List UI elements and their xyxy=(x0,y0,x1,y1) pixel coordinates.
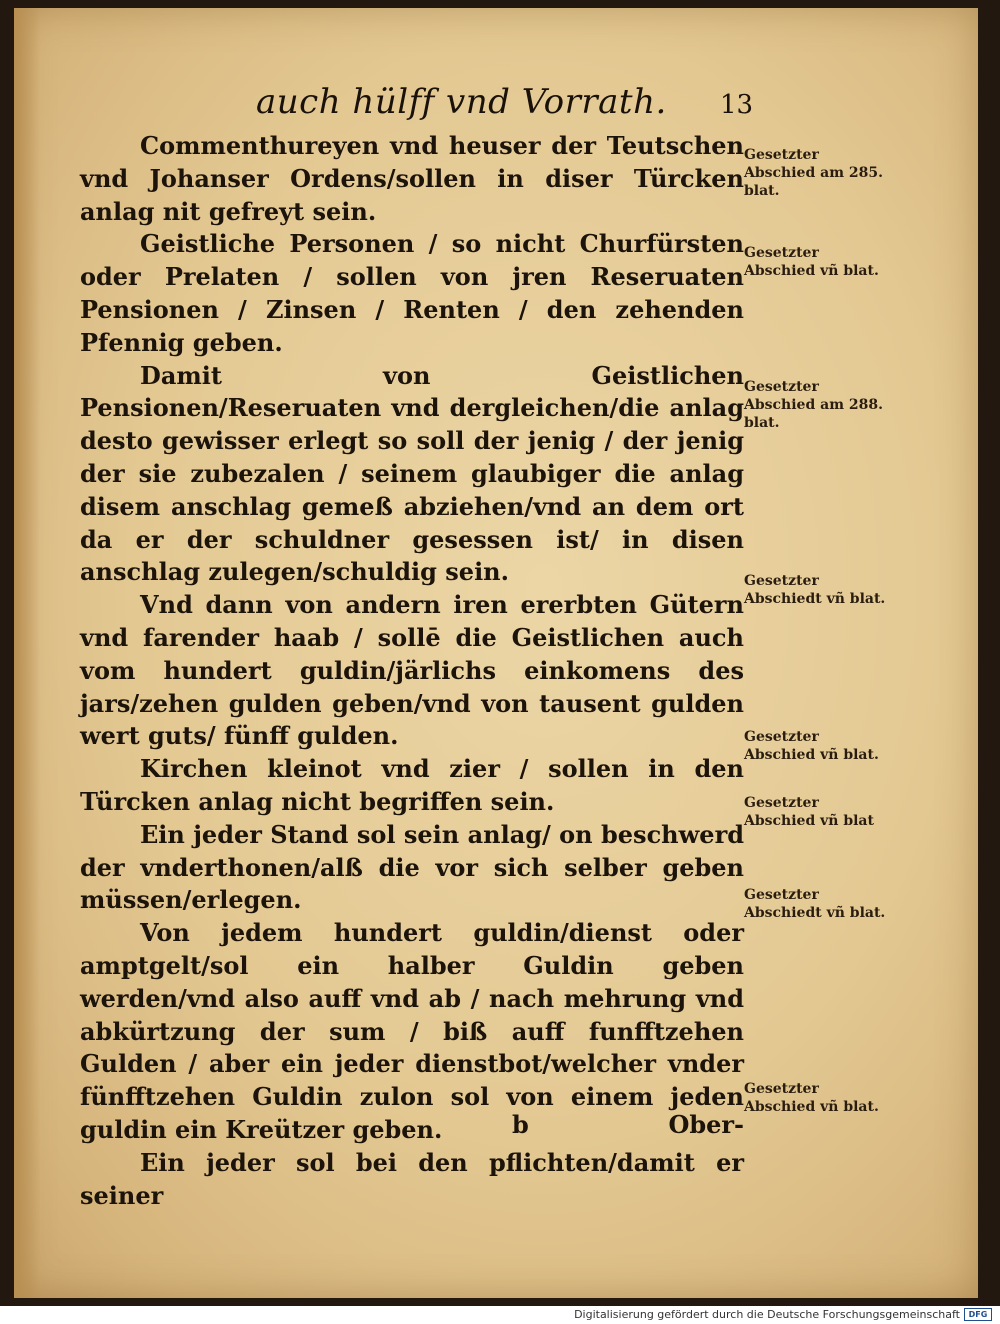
paragraph: Ein jeder sol bei den pflichten/damit er seiner xyxy=(80,1147,744,1210)
paragraph: Damit von Geistlichen Pensionen/Reseruaten vnd dergleichen/die anlag desto gewisser erlegt so soll der jenig / der jenig der sie zubezalen / seinem glaubiger die anlag disem anschlag gemeß abziehen/vnd an dem ort da er der schuldner gesessen ist/ in disen anschlag zulegen/schuldig sein. xyxy=(80,360,744,587)
marginal-note: Gesetzter Abschied vñ blat. xyxy=(744,1081,879,1115)
marginal-note: Gesetzter Abschiedt vñ blat. xyxy=(744,573,886,607)
paragraph: Kirchen kleinot vnd zier / sollen in den Türcken anlag nicht begriffen sein. xyxy=(80,754,744,816)
running-head: auch hülff vnd Vorrath. xyxy=(256,82,667,122)
paragraph: Von jedem hundert guldin/dienst oder amptgelt/sol ein halber Guldin geben werden/vnd also auff vnd ab / nach mehrung vnd abkürtzung der sum / biß auff funfftzehen Gulden / aber ein jeder dienstbot/welcher vnder fünfftzehen Guldin zulon sol von einem jeden guldin ein Kreützer geben. xyxy=(80,918,744,1144)
paragraph: Vnd dann von andern iren ererbten Gütern vnd farender haab / sollē die Geistlichen auch vom hundert guldin/järlichs einkomens des jars/zehen gulden geben/vnd von tausent gulden wert guts/ fünff gulden. xyxy=(80,590,744,751)
catchword-row xyxy=(80,1110,744,1144)
paragraph: Geistliche Personen / so nicht Churfürsten oder Prelaten / sollen von jren Reseruaten Pensionen / Zinsen / Renten / den zehenden Pfennig geben. xyxy=(80,229,744,357)
page-gutter-shadow xyxy=(14,8,40,1298)
signature-mark: b xyxy=(512,1110,529,1139)
marginal-note: Gesetzter Abschied vñ blat. xyxy=(744,245,879,279)
footer-bar xyxy=(0,1306,1000,1324)
body-text xyxy=(80,130,744,1212)
funding-credit: Digitalisierung gefördert durch die Deutsche Forschungsgemeinschaft xyxy=(574,1308,960,1321)
catchword: Ober- xyxy=(668,1110,744,1139)
paragraph: Ein jeder Stand sol sein anlag/ on beschwerd der vnderthonen/alß die vor sich selber geben müssen/erlegen. xyxy=(80,819,744,915)
dfg-logo: DFG xyxy=(964,1308,992,1321)
paragraph: Commenthureyen vnd heuser der Teutschen vnd Johanser Ordens/sollen in diser Türcken anlag nit gefreyt sein. xyxy=(80,131,744,226)
marginal-note: Gesetzter Abschied am 288. blat. xyxy=(744,379,883,431)
marginal-note: Gesetzter Abschied vñ blat xyxy=(744,795,874,829)
marginal-note: Gesetzter Abschiedt vñ blat. xyxy=(744,887,886,921)
marginal-note: Gesetzter Abschied am 285. blat. xyxy=(744,147,883,199)
marginal-note: Gesetzter Abschied vñ blat. xyxy=(744,729,879,763)
page-number: 13 xyxy=(720,90,754,120)
